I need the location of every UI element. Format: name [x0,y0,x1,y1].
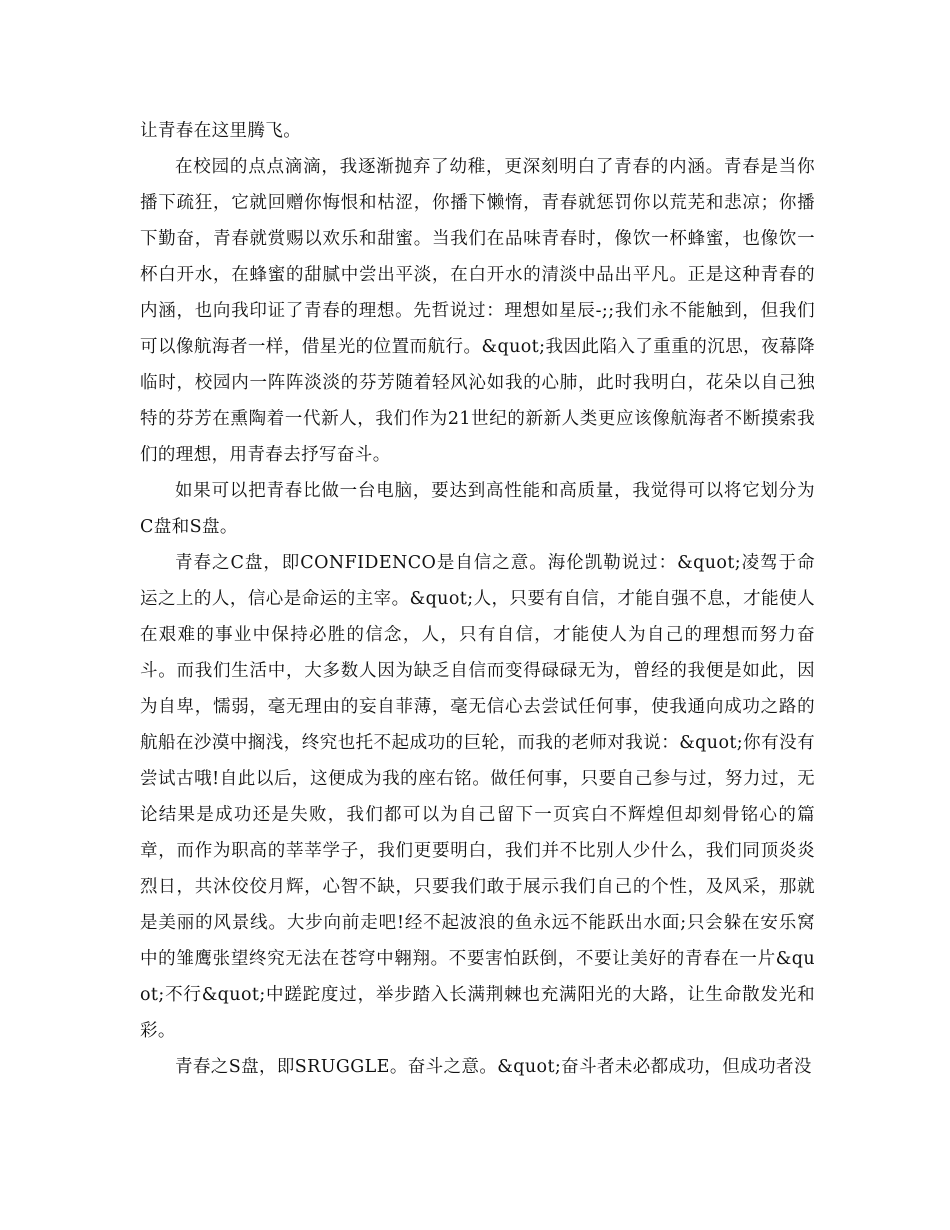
paragraph-1: 让青春在这里腾飞。 [140,121,302,141]
document-body [140,113,815,1085]
paragraph-5: 青春之S盘，即SRUGGLE。奋斗之意。&quot;奋斗者未必都成功，但成功者没 [175,1057,812,1077]
paragraph-3: 如果可以把青春比做一台电脑，要达到高性能和高质量，我觉得可以将它划分为C盘和S盘。 [140,481,815,537]
paragraph-4: 青春之C盘，即CONFIDENCO是自信之意。海伦凯勒说过：&quot;凌驾于命运之上的人，信心是命运的主宰。&quot;人，只要有自信，才能自强不息，才能使人在艰难的事业中保持必胜的信念，人，只有自信，才能使人为自己的理想而努力奋斗。而我们生活中，大多数人因为缺乏自信而变得碌碌无为，曾经的我便是如此，因为自卑，懦弱，毫无理由的妄自菲薄，毫无信心去尝试任何事，使我通向成功之路的航船在沙漠中搁浅，终究也托不起成功的巨轮，而我的老师对我说：&quot;你有没有尝试古哦!自此以后，这便成为我的座右铭。做任何事，只要自己参与过，努力过，无论结果是成功还是失败，我们都可以为自己留下一页宾白不辉煌但却刻骨铭心的篇章，而作为职高的莘莘学子，我们更要明白，我们并不比别人少什么，我们同顶炎炎烈日，共沐佼佼月辉，心智不缺，只要我们敢于展示我们自己的个性，及风采，那就是美丽的风景线。大步向前走吧!经不起波浪的鱼永远不能跃出水面;只会躲在安乐窝中的雏鹰张望终究无法在苍穹中翱翔。不要害怕跃倒，不要让美好的青春在一片&quot;不行&quot;中蹉跎度过，举步踏入长满荆棘也充满阳光的大路，让生命散发光和彩。 [140,553,815,1041]
paragraph-2: 在校园的点点滴滴，我逐渐抛弃了幼稚，更深刻明白了青春的内涵。青春是当你播下疏狂，它就回赠你悔恨和枯涩，你播下懒惰，青春就惩罚你以荒芜和悲凉；你播下勤奋，青春就赏赐以欢乐和甜蜜。当我们在品味青春时，像饮一杯蜂蜜，也像饮一杯白开水，在蜂蜜的甜腻中尝出平淡，在白开水的清淡中品出平凡。正是这种青春的内涵，也向我印证了青春的理想。先哲说过：理想如星辰-;;我们永不能触到，但我们可以像航海者一样，借星光的位置而航行。&quot;我因此陷入了重重的沉思，夜幕降临时，校园内一阵阵淡淡的芬芳随着轻风沁如我的心肺，此时我明白，花朵以自己独特的芬芳在熏陶着一代新人，我们作为21世纪的新新人类更应该像航海者不断摸索我们的理想，用青春去抒写奋斗。 [140,157,815,465]
